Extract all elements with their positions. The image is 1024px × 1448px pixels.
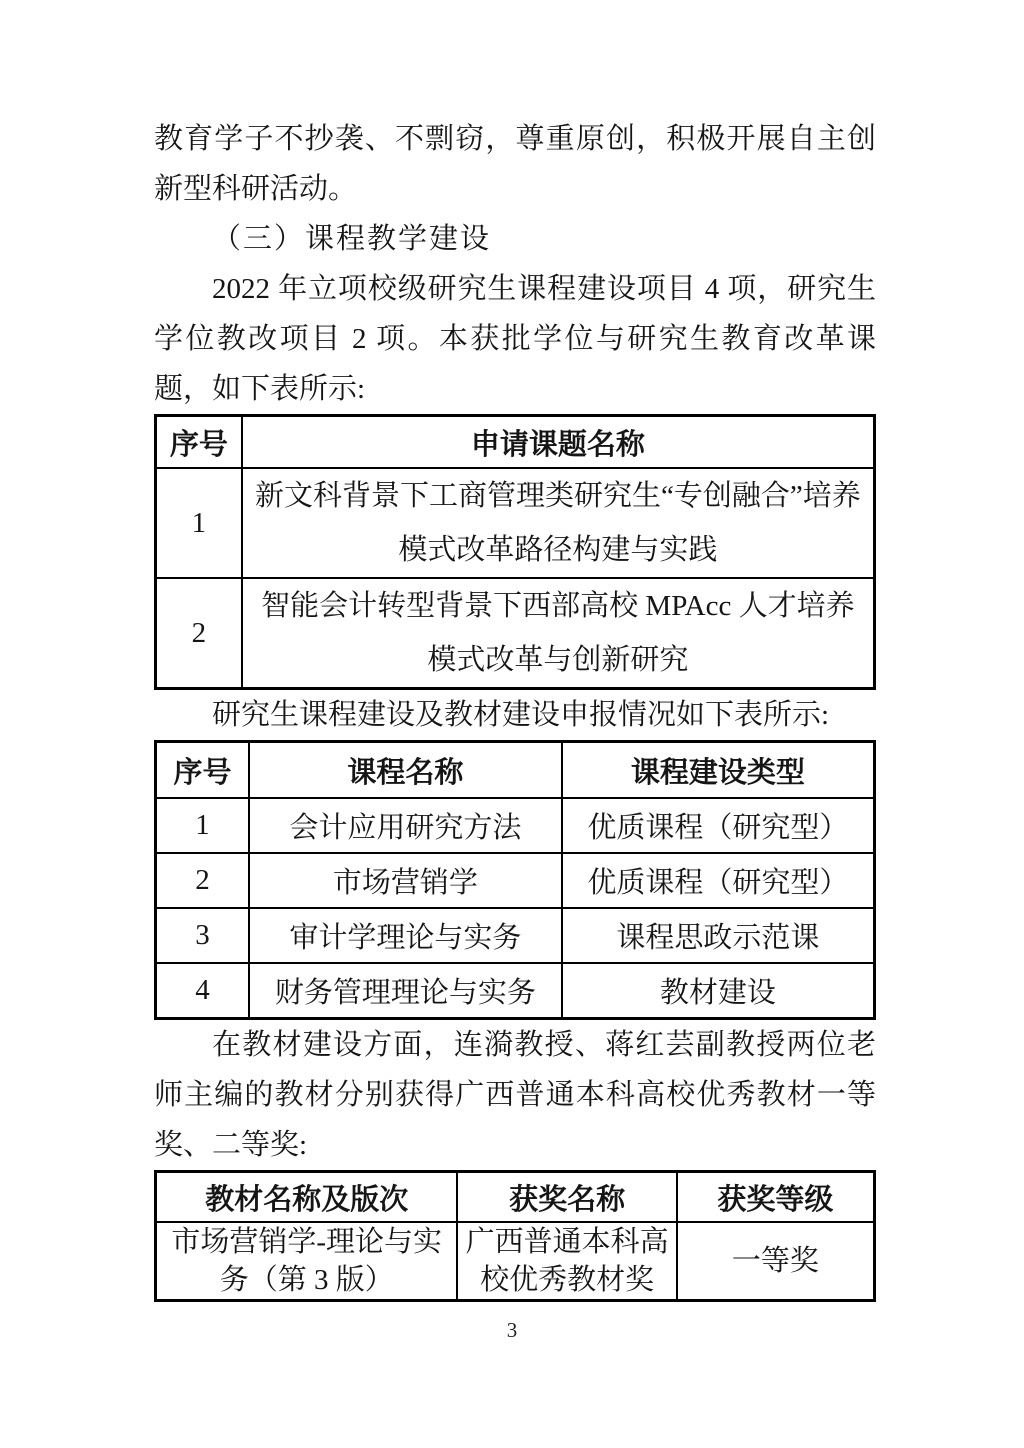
col-header-project-title: 申请课题名称 — [242, 416, 875, 469]
row-number: 3 — [156, 908, 249, 963]
paragraph-academic-integrity: 教育学子不抄袭、不剽窃，尊重原创，积极开展自主创新型科研活动。 — [154, 123, 876, 205]
row-number: 2 — [156, 578, 242, 689]
col-header-number: 序号 — [156, 416, 242, 469]
row-number: 1 — [156, 798, 249, 853]
award-name: 广西普通本科高校优秀教材奖 — [457, 1222, 676, 1301]
course-name: 会计应用研究方法 — [249, 798, 562, 853]
table-row — [156, 908, 875, 963]
project-title: 新文科背景下工商管理类研究生“专创融合”培养模式改革路径构建与实践 — [242, 468, 875, 578]
table-row — [156, 1222, 875, 1301]
col-header-award-level: 获奖等级 — [677, 1172, 875, 1223]
award-level: 一等奖 — [677, 1222, 875, 1301]
paragraph-course-construction: 研究生课程建设及教材建设申报情况如下表所示: — [212, 699, 830, 731]
course-name: 市场营销学 — [249, 853, 562, 908]
course-type: 优质课程（研究型） — [562, 798, 875, 853]
col-header-number: 序号 — [156, 742, 249, 799]
page-content — [154, 114, 876, 1302]
course-name: 财务管理理论与实务 — [249, 963, 562, 1019]
row-number: 2 — [156, 853, 249, 908]
course-type: 教材建设 — [562, 963, 875, 1019]
paragraph-textbook-awards: 在教材建设方面，连漪教授、蒋红芸副教授两位老师主编的教材分别获得广西普通本科高校优秀教材一等奖、二等奖: — [154, 1029, 876, 1161]
table-row — [156, 468, 875, 578]
course-type: 课程思政示范课 — [562, 908, 875, 963]
table-row — [156, 963, 875, 1019]
courses-table — [154, 740, 876, 1020]
course-name: 审计学理论与实务 — [249, 908, 562, 963]
page-number: 3 — [506, 1318, 518, 1342]
row-number: 4 — [156, 963, 249, 1019]
section-heading-course-teaching: （三）课程教学建设 — [212, 223, 492, 255]
col-header-award-name: 获奖名称 — [457, 1172, 676, 1223]
project-title: 智能会计转型背景下西部高校 MPAcc 人才培养模式改革与创新研究 — [242, 578, 875, 689]
table-row — [156, 798, 875, 853]
courses-table-header-row — [156, 742, 875, 799]
table-row — [156, 578, 875, 689]
row-number: 1 — [156, 468, 242, 578]
projects-table — [154, 414, 876, 690]
course-type: 优质课程（研究型） — [562, 853, 875, 908]
projects-table-header-row — [156, 416, 875, 469]
col-header-textbook-name: 教材名称及版次 — [156, 1172, 458, 1223]
col-header-course-type: 课程建设类型 — [562, 742, 875, 799]
paragraph-project-approvals: 2022 年立项校级研究生课程建设项目 4 项，研究生学位教改项目 2 项。本获批学位与研究生教育改革课题，如下表所示: — [154, 273, 876, 405]
textbook-awards-table — [154, 1170, 876, 1302]
textbook-name: 市场营销学-理论与实务（第 3 版） — [156, 1222, 458, 1301]
col-header-course-name: 课程名称 — [249, 742, 562, 799]
awards-table-header-row — [156, 1172, 875, 1223]
table-row — [156, 853, 875, 908]
